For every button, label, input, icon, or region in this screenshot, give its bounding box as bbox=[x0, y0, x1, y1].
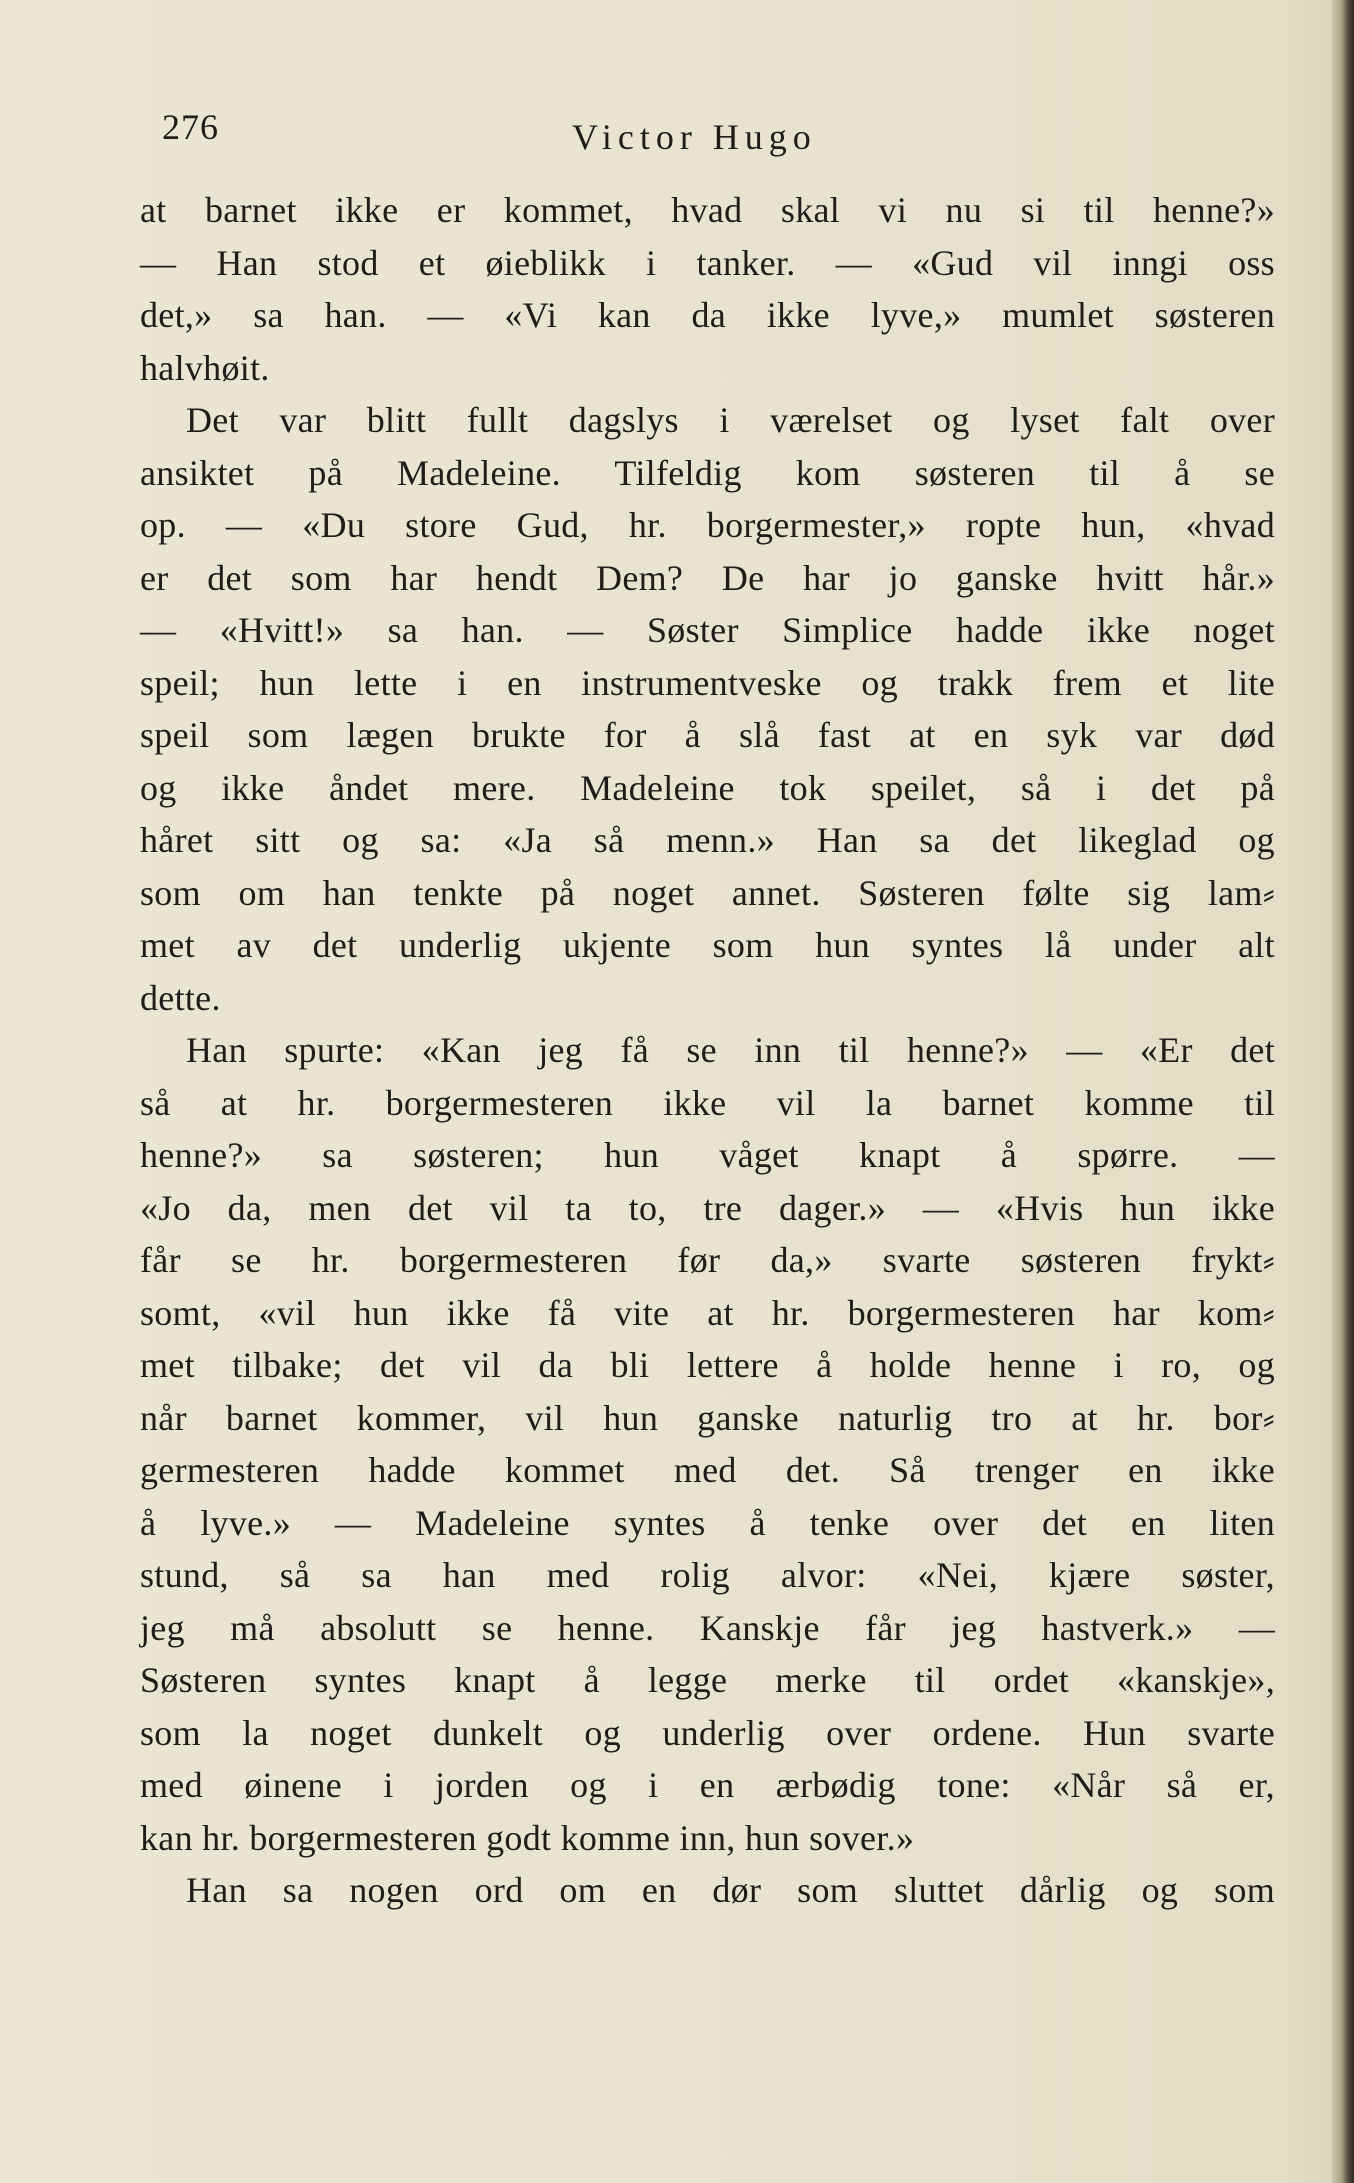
text-line: Han spurte: «Kan jeg få se inn til henne?» — «Er det bbox=[186, 1030, 1275, 1070]
text-line: som om han tenkte på noget annet. Søsteren følte sig lam⸗ bbox=[140, 872, 1275, 913]
text-line: som la noget dunkelt og underlig over ordene. Hun svarte bbox=[140, 1712, 1275, 1753]
page-edge-shadow bbox=[1332, 0, 1354, 2183]
text-line: kan hr. borgermesteren godt komme inn, hun sover.» bbox=[140, 1817, 915, 1858]
text-line: stund, så sa han med rolig alvor: «Nei, kjære søster, bbox=[140, 1555, 1275, 1595]
text-line: op. — «Du store Gud, hr. borgermester,» ropte hun, «hvad bbox=[140, 505, 1275, 545]
text-line: Han sa nogen ord om en dør som sluttet dårlig og som bbox=[186, 1870, 1275, 1910]
text-line: håret sitt og sa: «Ja så menn.» Han sa det likeglad og bbox=[140, 820, 1275, 860]
running-title: Victor Hugo bbox=[572, 117, 817, 157]
text-line: germesteren hadde kommet med det. Så trenger en ikke bbox=[140, 1450, 1275, 1490]
text-line: og ikke åndet mere. Madeleine tok speilet, så i det på bbox=[140, 767, 1275, 808]
text-line: så at hr. borgermesteren ikke vil la barnet komme til bbox=[140, 1082, 1275, 1123]
text-line: somt, «vil hun ikke få vite at hr. borgermesteren har kom⸗ bbox=[140, 1292, 1275, 1333]
text-line: «Jo da, men det vil ta to, tre dager.» — «Hvis hun ikke bbox=[140, 1187, 1275, 1228]
text-line: når barnet kommer, vil hun ganske naturlig tro at hr. bor⸗ bbox=[140, 1397, 1275, 1438]
page-number: 276 bbox=[162, 107, 219, 147]
body-text bbox=[140, 184, 1275, 1917]
text-line: med øinene i jorden og i en ærbødig tone: «Når så er, bbox=[140, 1765, 1275, 1805]
text-line: speil som lægen brukte for å slå fast at en syk var død bbox=[140, 715, 1275, 755]
text-line: Søsteren syntes knapt å legge merke til ordet «kanskje», bbox=[140, 1660, 1275, 1700]
text-line: speil; hun lette i en instrumentveske og trakk frem et lite bbox=[140, 662, 1275, 703]
text-line: — Han stod et øieblikk i tanker. — «Gud vil inngi oss bbox=[140, 242, 1275, 283]
text-line: får se hr. borgermesteren før da,» svarte søsteren frykt⸗ bbox=[140, 1240, 1275, 1280]
text-line: met av det underlig ukjente som hun syntes lå under alt bbox=[140, 925, 1275, 965]
text-line: ansiktet på Madeleine. Tilfeldig kom søsteren til å se bbox=[140, 452, 1275, 493]
text-line: å lyve.» — Madeleine syntes å tenke over det en liten bbox=[140, 1502, 1275, 1543]
text-line: met tilbake; det vil da bli lettere å holde henne i ro, og bbox=[140, 1345, 1275, 1385]
text-line: dette. bbox=[140, 977, 221, 1018]
text-line: jeg må absolutt se henne. Kanskje får jeg hastverk.» — bbox=[140, 1607, 1275, 1648]
text-line: henne?» sa søsteren; hun våget knapt å spørre. — bbox=[140, 1135, 1275, 1175]
text-line: det,» sa han. — «Vi kan da ikke lyve,» mumlet søsteren bbox=[140, 295, 1275, 335]
text-line: er det som har hendt Dem? De har jo ganske hvitt hår.» bbox=[140, 557, 1275, 598]
text-line: halvhøit. bbox=[140, 347, 270, 388]
page-header bbox=[162, 100, 1222, 160]
text-line: at barnet ikke er kommet, hvad skal vi nu si til henne?» bbox=[140, 190, 1275, 230]
text-line: Det var blitt fullt dagslys i værelset og lyset falt over bbox=[186, 400, 1275, 440]
text-line: — «Hvitt!» sa han. — Søster Simplice hadde ikke noget bbox=[140, 610, 1275, 650]
